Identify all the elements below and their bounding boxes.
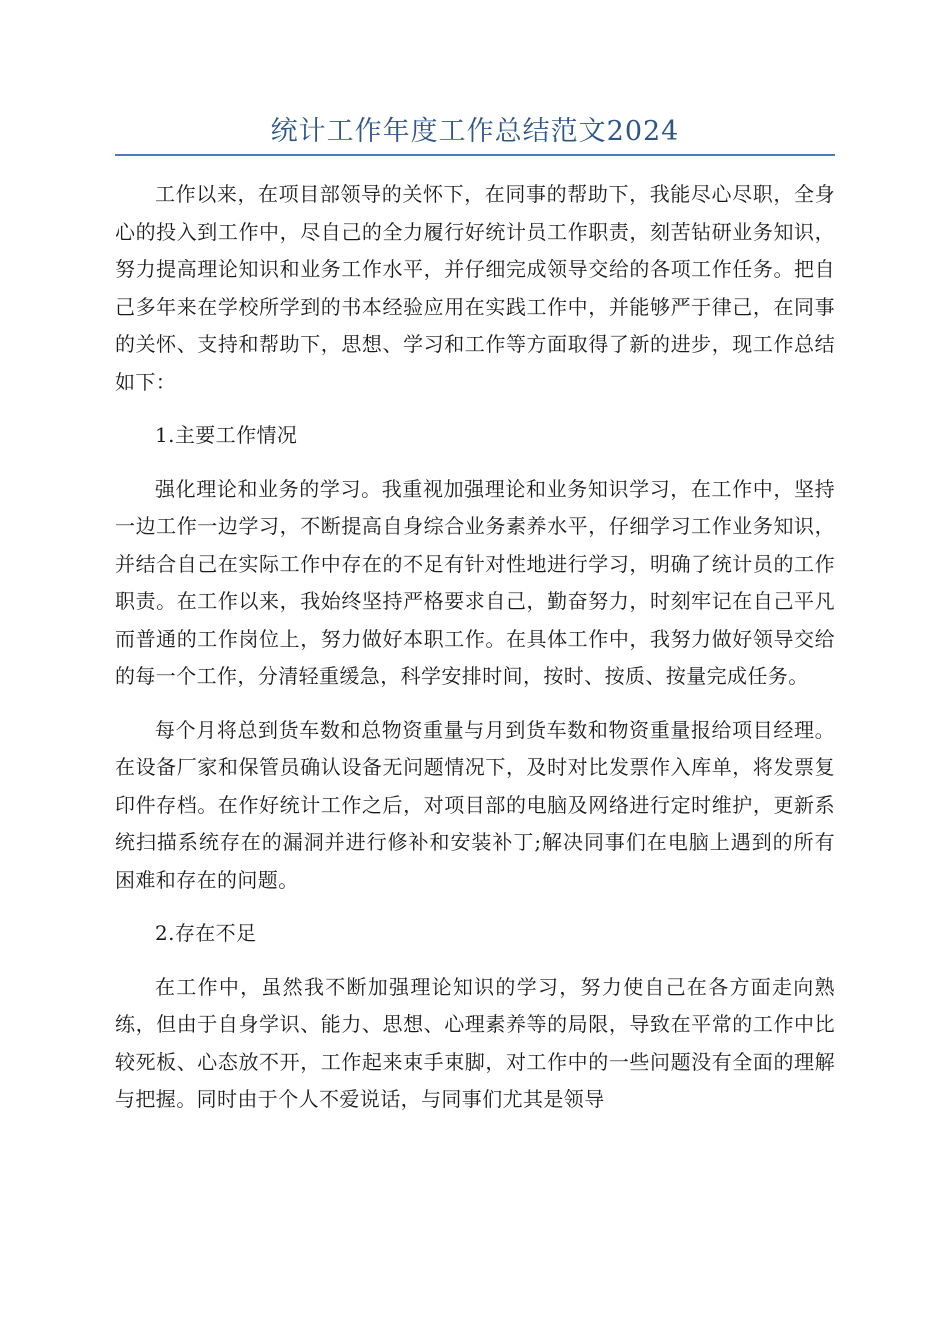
document-body bbox=[115, 176, 835, 1135]
section-heading-main-work: 1.主要工作情况 bbox=[155, 423, 298, 447]
page-title: 统计工作年度工作总结范文2024 bbox=[270, 116, 680, 147]
title-underline bbox=[115, 154, 835, 156]
paragraph-monthly-report: 每个月将总到货车数和总物资重量与月到货车数和物资重量报给项目经理。在设备厂家和保管员确认设备无问题情况下，及时对比发票作入库单，将发票复印件存档。在作好统计工作之后，对项目部的电脑及网络进行定时维护，更新系统扫描系统存在的漏洞并进行修补和安装补丁;解决同事们在电脑上遇到的所有困难和存在的问题。 bbox=[115, 717, 835, 892]
section-heading-shortcomings: 2.存在不足 bbox=[155, 921, 257, 945]
paragraph-intro: 工作以来，在项目部领导的关怀下，在同事的帮助下，我能尽心尽职，全身心的投入到工作中，尽自己的全力履行好统计员工作职责，刻苦钻研业务知识，努力提高理论知识和业务工作水平，并仔细完成领导交给的各项工作任务。把自己多年来在学校所学到的书本经验应用在实践工作中，并能够严于律己，在同事的关怀、支持和帮助下，思想、学习和工作等方面取得了新的进步，现工作总结如下： bbox=[115, 182, 835, 394]
paragraph-study: 强化理论和业务的学习。我重视加强理论和业务知识学习，在工作中，坚持一边工作一边学习，不断提高自身综合业务素养水平，仔细学习工作业务知识，并结合自己在实际工作中存在的不足有针对性地进行学习，明确了统计员的工作职责。在工作以来，我始终坚持严格要求自己，勤奋努力，时刻牢记在自己平凡而普通的工作岗位上，努力做好本职工作。在具体工作中，我努力做好领导交给的每一个工作，分清轻重缓急，科学安排时间，按时、按质、按量完成任务。 bbox=[115, 476, 835, 688]
paragraph-shortcomings: 在工作中，虽然我不断加强理论知识的学习，努力使自己在各方面走向熟练，但由于自身学识、能力、思想、心理素养等的局限，导致在平常的工作中比较死板、心态放不开，工作起来束手束脚，对工作中的一些问题没有全面的理解与把握。同时由于个人不爱说话，与同事们尤其是领导 bbox=[115, 974, 835, 1111]
